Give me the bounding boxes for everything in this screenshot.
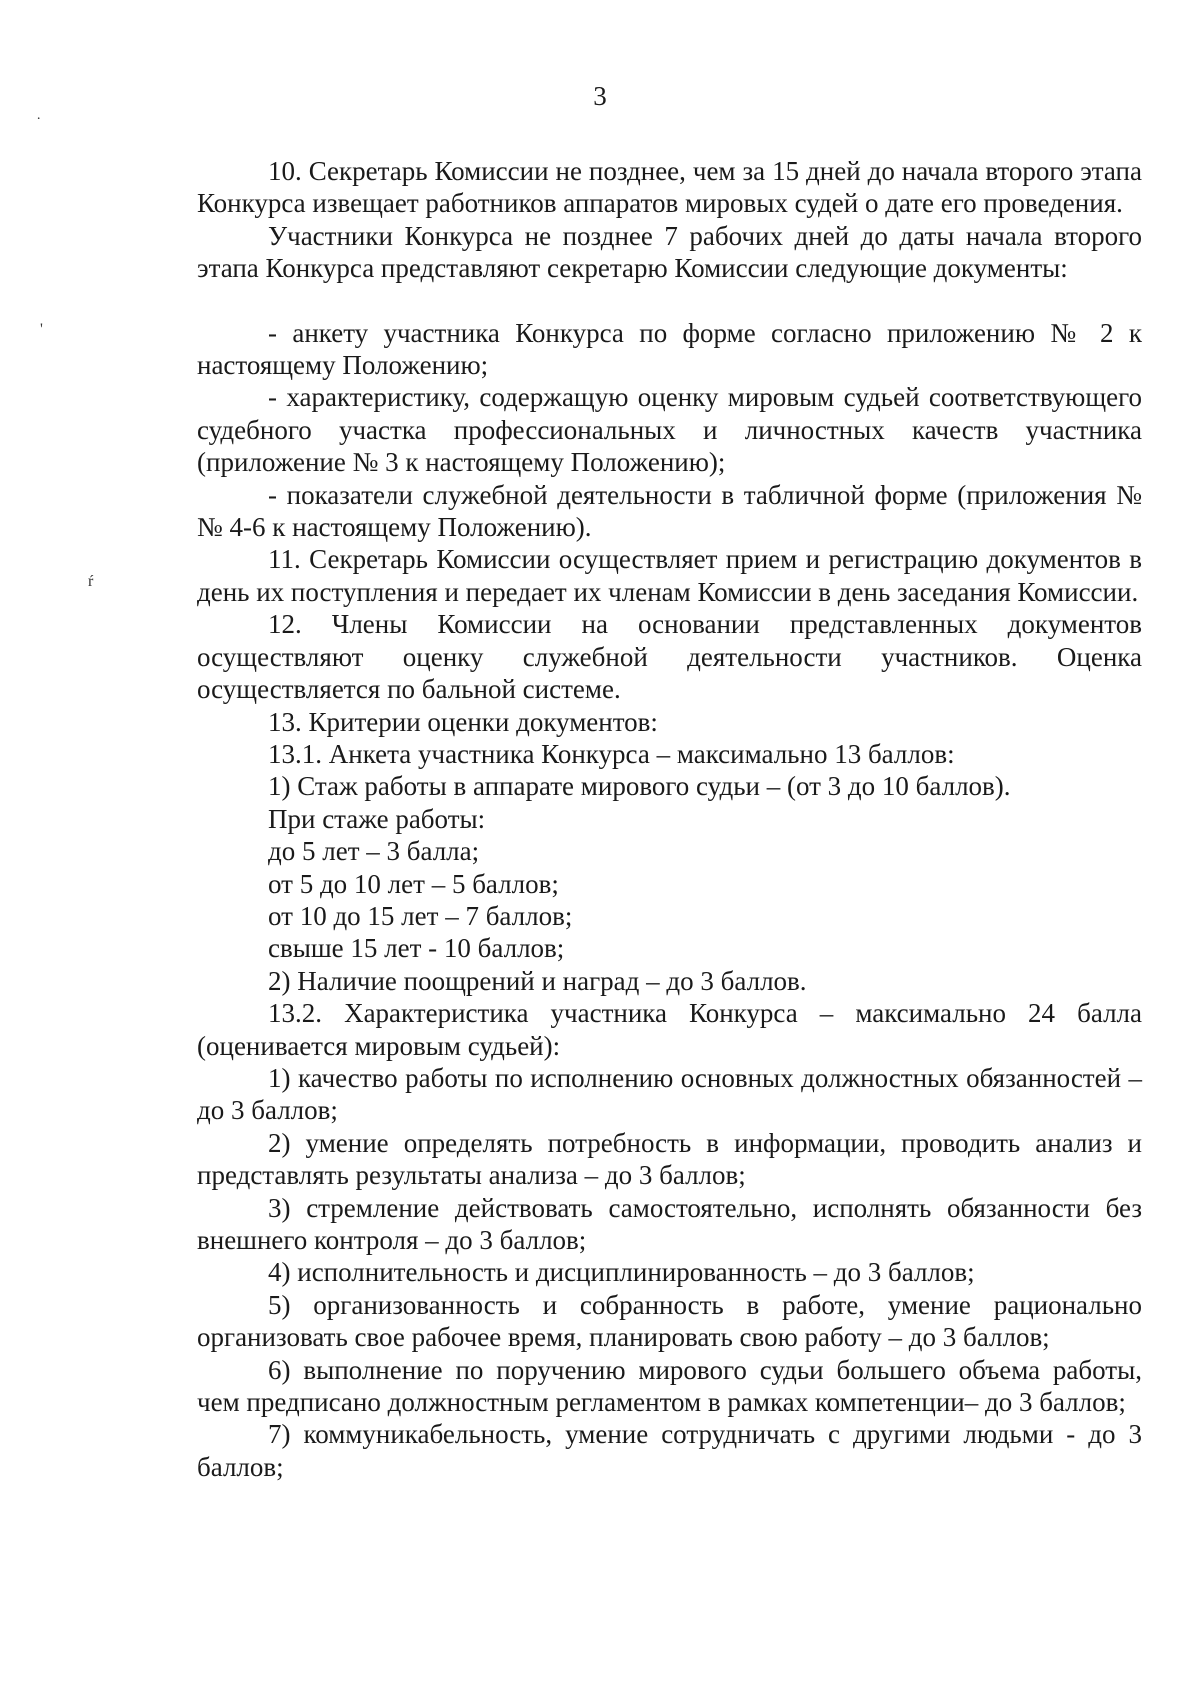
scan-artifact-mark: ' (40, 321, 43, 338)
page-number: 3 (593, 81, 607, 111)
paragraph: При стаже работы: (268, 803, 486, 834)
list-item: 2) умение определять потребность в информации, проводить анализ и представлять результаты анализа – до 3 баллов; (197, 1127, 1142, 1191)
list-item: от 10 до 15 лет – 7 баллов; (268, 900, 573, 931)
paragraph: Участники Конкурса не позднее 7 рабочих дней до даты начала второго этапа Конкурса представляют секретарю Комиссии следующие документы: (197, 220, 1142, 284)
list-item: 5) организованность и собранность в работе, умение рационально организовать свое рабочее время, планировать свою работу – до 3 баллов; (197, 1289, 1142, 1353)
scan-artifact-mark: ŕ (88, 573, 94, 590)
list-item: 4) исполнительность и дисциплинированность – до 3 баллов; (268, 1257, 975, 1288)
paragraph: 1) Стаж работы в аппарате мирового судьи – (от 3 до 10 баллов). (268, 771, 1011, 802)
list-item: 7) коммуникабельность, умение сотрудничать с другими людьми - до 3 баллов; (197, 1419, 1142, 1482)
list-item: от 5 до 10 лет – 5 баллов; (268, 868, 559, 899)
list-item: свыше 15 лет - 10 баллов; (268, 933, 565, 964)
list-item: 3) стремление действовать самостоятельно, исполнять обязанности без внешнего контроля – до 3 баллов; (197, 1192, 1142, 1255)
list-item: 6) выполнение по поручению мирового судьи большего объема работы, чем предписано должностным регламентом в рамках компетенции– до 3 баллов; (197, 1354, 1142, 1418)
list-item: до 5 лет – 3 балла; (268, 836, 480, 867)
list-item: 1) качество работы по исполнению основных должностных обязанностей – до 3 баллов; (197, 1062, 1142, 1126)
paragraph: 10. Секретарь Комиссии не позднее, чем за 15 дней до начала второго этапа Конкурса извещает работников аппаратов мировых судей о дате его проведения. (197, 156, 1142, 219)
paragraph: 13.1. Анкета участника Конкурса – максимально 13 баллов: (268, 738, 955, 769)
paragraph: 2) Наличие поощрений и наград – до 3 баллов. (268, 965, 807, 996)
scan-artifact-mark: ˙ (36, 115, 42, 132)
paragraph: 13. Критерии оценки документов: (268, 706, 658, 737)
paragraph: 13.2. Характеристика участника Конкурса – максимально 24 балла (оценивается мировым судьей): (197, 998, 1142, 1061)
document-body (197, 155, 1142, 1483)
paragraph: 11. Секретарь Комиссии осуществляет прием и регистрацию документов в день их поступления и передает их членам Комиссии в день заседания Комиссии. (197, 544, 1142, 607)
list-item: - анкету участника Конкурса по форме согласно приложению № 2 к настоящему Положению; (197, 317, 1142, 381)
paragraph: 12. Члены Комиссии на основании представленных документов осуществляют оценку служебной деятельности участников. Оценка осуществляется по бальной системе. (197, 609, 1142, 705)
list-item: - показатели служебной деятельности в табличной форме (приложения №№ 4-6 к настоящему Положению). (197, 479, 1142, 543)
list-item: - характеристику, содержащую оценку мировым судьей соответствующего судебного участка профессиональных и личностных качеств участника (приложение № 3 к настоящему Положению); (197, 382, 1142, 478)
